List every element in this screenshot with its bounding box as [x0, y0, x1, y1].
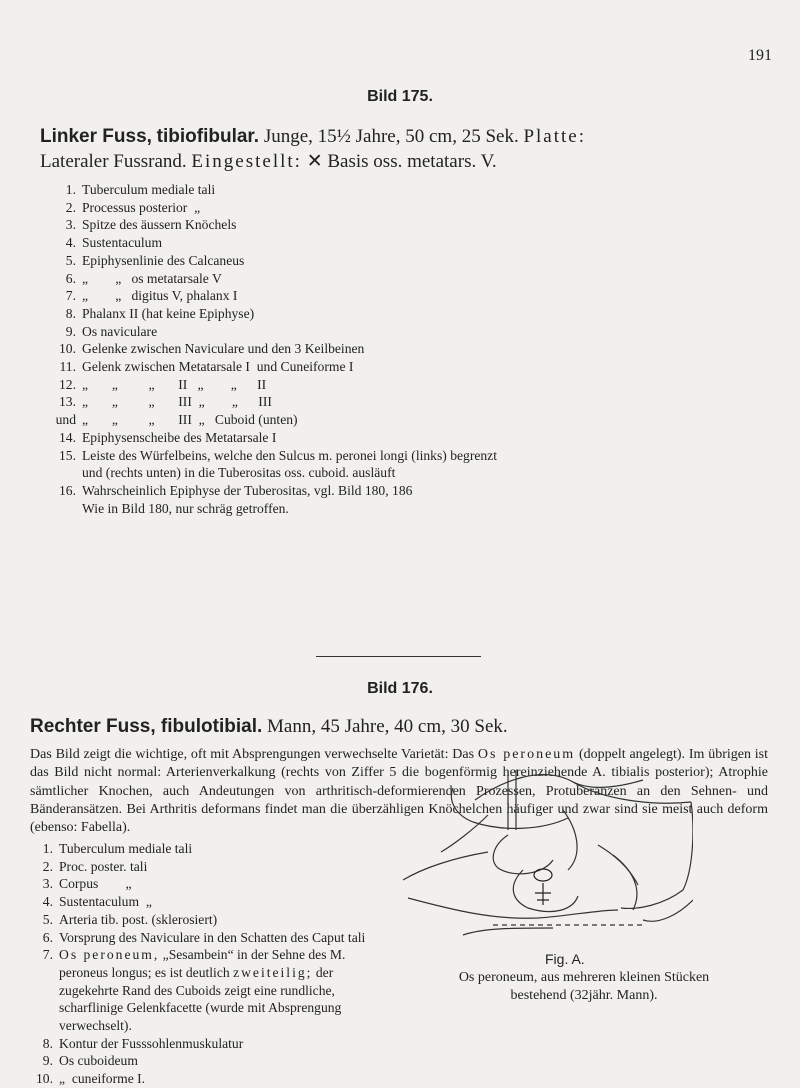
section-divider: [316, 656, 481, 657]
legend-175-item: [40, 393, 700, 411]
legend-175-item-number: 2.: [65, 199, 76, 215]
legend-176-item: [30, 893, 390, 911]
figure-caption-175: Bild 175.: [367, 88, 433, 105]
section-176-title: [30, 716, 508, 738]
legend-175-item-text: Phalanx II (hat keine Epiphyse): [82, 305, 255, 321]
legend-list-176: [30, 840, 390, 1088]
legend-175-item: [40, 411, 700, 429]
outline-low-curve: [463, 928, 553, 935]
title-details: Mann, 45 Jahre, 40 cm, 30 Sek.: [267, 716, 508, 737]
subtitle-spaced: Eingestellt:: [191, 151, 302, 172]
legend-176-item: [30, 1070, 390, 1088]
legend-175-item-number: 16.: [59, 482, 76, 498]
legend-176-item-text: „ cuneiforme I.: [59, 1071, 146, 1087]
legend-175-item: [40, 447, 700, 465]
legend-175-item-number: 4.: [65, 235, 76, 251]
zweiteilig-term: zweiteilig;: [233, 964, 313, 980]
legend-176-item: [30, 929, 390, 947]
legend-175-item-text: Gelenk zwischen Metatarsale I und Cuneiforme I: [82, 359, 354, 375]
legend-175-item-text: Wahrscheinlich Epiphyse der Tuberositas, vgl. Bild 180, 186: [82, 482, 413, 498]
legend-175-item: [40, 358, 700, 376]
legend-175-item-text: Processus posterior „: [82, 199, 201, 215]
legend-176-item-number: 7.: [42, 947, 53, 963]
legend-176-item-text: Proc. poster. tali: [59, 858, 148, 874]
legend-175-item: [40, 234, 700, 252]
outline-notch: [598, 845, 638, 885]
legend-175-item-text: „ „ digitus V, phalanx I: [82, 288, 238, 304]
outline-tali: [451, 788, 568, 828]
legend-175-item-number: und: [55, 412, 76, 428]
outline-medial: [441, 815, 488, 852]
legend-176-item: [30, 875, 390, 893]
legend-175-item-number: 11.: [59, 359, 76, 375]
fig-a-caption: [393, 969, 775, 1005]
item7-text-a: „Sesambein“ in der Sehne des M. peroneus longus; es ist deutlich: [59, 947, 346, 980]
legend-176-item: [30, 840, 390, 858]
legend-176-item-number: 9.: [42, 1053, 53, 1069]
title-bold: Rechter Fuss, fibulotibial.: [30, 716, 263, 737]
legend-175-item: [40, 323, 700, 341]
legend-176-item-7: [30, 946, 390, 1035]
legend-175-item: [40, 340, 700, 358]
outline-lower-left: [403, 852, 488, 880]
legend-175-item-text: „ „ „ II „ „ II: [82, 376, 267, 392]
legend-176-item: [30, 1052, 390, 1070]
legend-176-item-number: 8.: [42, 1035, 53, 1051]
legend-175-item-text: Tuberculum mediale tali: [82, 182, 216, 197]
legend-176-item-number: 4.: [42, 894, 53, 910]
legend-175-item-text: Sustentaculum: [82, 235, 163, 251]
legend-175-item: [40, 216, 700, 234]
legend-175-item: [40, 199, 700, 217]
legend-175-item-number: 3.: [65, 217, 76, 233]
legend-175-item: [40, 287, 700, 305]
legend-175-item-number: 15.: [59, 447, 76, 463]
subtitle-start: Lateraler Fussrand.: [40, 151, 187, 172]
legend-176-item: [30, 1035, 390, 1053]
legend-175-item-text: Gelenke zwischen Naviculare und den 3 Keilbeinen: [82, 341, 365, 357]
legend-175-item: [40, 429, 700, 447]
legend-175-item-16-continued: Wie in Bild 180, nur schräg getroffen.: [82, 500, 289, 516]
legend-175-item-number: 10.: [59, 341, 76, 357]
outline-right-lower: [613, 855, 637, 910]
outline-cuboid: [513, 870, 578, 912]
para-rest: (doppelt angelegt). Im übrigen ist das Bild nicht normal: Arterienverkalkung (rechts von Ziffer 5 die bogenförmig hereinziehende A. tibialis posterior); Atrophie sämtlicher Knochen, auch Andeutungen von arthritisch-deformierenden Prozessen, Protuberanzen an den Sehnen- und Bänderansätzen. Bei Arthritis deformans findet man die überzähligen Knöchelchen häufiger und zwar sind sie meist auch deform (ebenso: Fabella).: [30, 747, 769, 836]
os-peroneum-term: Os peroneum,: [59, 947, 160, 963]
os-peroneum-marker: [534, 869, 552, 905]
legend-175-item-number: 13.: [59, 394, 76, 410]
item7-text-b: der zugekehrte Rand des Cuboids zeigt eine rundliche, scharflinige Gelenkfacette (wurde mit Absprengung verwechselt).: [59, 964, 342, 1034]
legend-176-item: [30, 911, 390, 929]
legend-175-item-number: 8.: [65, 305, 76, 321]
section-175-subtitle: [40, 150, 497, 173]
subtitle-end: ✕ Basis oss. metatars. V.: [306, 151, 497, 172]
fig-caption-line-2: bestehend (32jähr. Mann).: [510, 988, 658, 1003]
outline-navicular: [493, 835, 553, 874]
legend-175-item-text: Epiphysenlinie des Calcaneus: [82, 252, 245, 268]
legend-175-item-text: „ „ os metatarsale V: [82, 270, 222, 286]
legend-175-item: [40, 305, 700, 323]
legend-175-item-text: Leiste des Würfelbeins, welche den Sulcus m. peronei longi (links) begrenzt: [82, 447, 497, 463]
legend-176-item-text: Tuberculum mediale tali: [59, 841, 193, 856]
legend-175-item-text: Os naviculare: [82, 323, 158, 339]
legend-176-item-number: 3.: [42, 876, 53, 892]
legend-list-175: [40, 181, 700, 517]
outline-sole: [408, 898, 618, 918]
legend-176-item-text: Kontur der Fusssohlenmuskulatur: [59, 1035, 244, 1051]
legend-175-item-text: Epiphysenscheibe des Metatarsale I: [82, 429, 277, 445]
outline-right-edge: [621, 802, 693, 908]
legend-175-item-number: 1.: [65, 182, 76, 197]
legend-176-item-text: Vorsprung des Naviculare in den Schatten des Caput tali: [59, 929, 366, 945]
page-number: 191: [748, 47, 772, 64]
legend-175-item-number: 7.: [65, 288, 76, 304]
title-details: Junge, 15½ Jahre, 50 cm, 25 Sek.: [263, 126, 519, 147]
legend-176-item-text: Os cuboideum: [59, 1053, 138, 1069]
outline-top-wave: [475, 775, 643, 800]
para-spaced: Os peroneum: [477, 747, 576, 762]
legend-175-item: [40, 252, 700, 270]
legend-175-item-15-continued: und (rechts unten) in die Tuberositas oss. cuboid. ausläuft: [82, 465, 396, 481]
legend-176-item-number: 6.: [42, 929, 53, 945]
outline-upper-right: [573, 782, 691, 803]
fig-caption-line-1: Os peroneum, aus mehreren kleinen Stücken: [458, 970, 710, 985]
legend-176-item-number: 10.: [36, 1071, 53, 1087]
legend-175-item-number: 5.: [65, 252, 76, 268]
legend-175-item-number: 12.: [59, 376, 76, 392]
legend-176-item-text: [59, 946, 390, 1035]
legend-175-item-number: 6.: [65, 270, 76, 286]
figure-caption-176: Bild 176.: [367, 680, 433, 697]
outline-toe: [643, 900, 693, 921]
title-bold-2: tibiofibular.: [156, 126, 260, 147]
legend-176-item-number: 5.: [42, 911, 53, 927]
legend-176-item: [30, 858, 390, 876]
legend-175-item: [40, 482, 700, 500]
legend-175-item-text: Spitze des äussern Knöchels: [82, 217, 237, 233]
legend-175-item-text: „ „ „ III „ Cuboid (unten): [82, 412, 298, 428]
legend-175-item-text: „ „ „ III „ „ III: [82, 394, 272, 410]
fig-a-drawing: [393, 760, 693, 950]
legend-175-item-number: 14.: [59, 429, 76, 445]
legend-176-item-text: Sustentaculum „: [59, 894, 152, 910]
title-bold: Linker Fuss,: [40, 126, 152, 147]
fig-a-label: Fig. A.: [545, 951, 585, 967]
legend-175-item: [40, 376, 700, 394]
title-platte: Platte:: [523, 126, 587, 147]
legend-175-item: [40, 270, 700, 288]
legend-175-item: [40, 181, 700, 199]
section-175-title: [40, 126, 586, 148]
legend-176-item-number: 1.: [42, 841, 53, 856]
legend-175-item-number: 9.: [65, 323, 76, 339]
legend-176-item-number: 2.: [42, 858, 53, 874]
legend-176-item-text: Corpus „: [59, 876, 132, 892]
legend-176-item-text: Arteria tib. post. (sklerosiert): [59, 911, 218, 927]
para-start: Das Bild zeigt die wichtige, oft mit Absprengungen verwechselte Varietät: Das: [30, 747, 475, 762]
